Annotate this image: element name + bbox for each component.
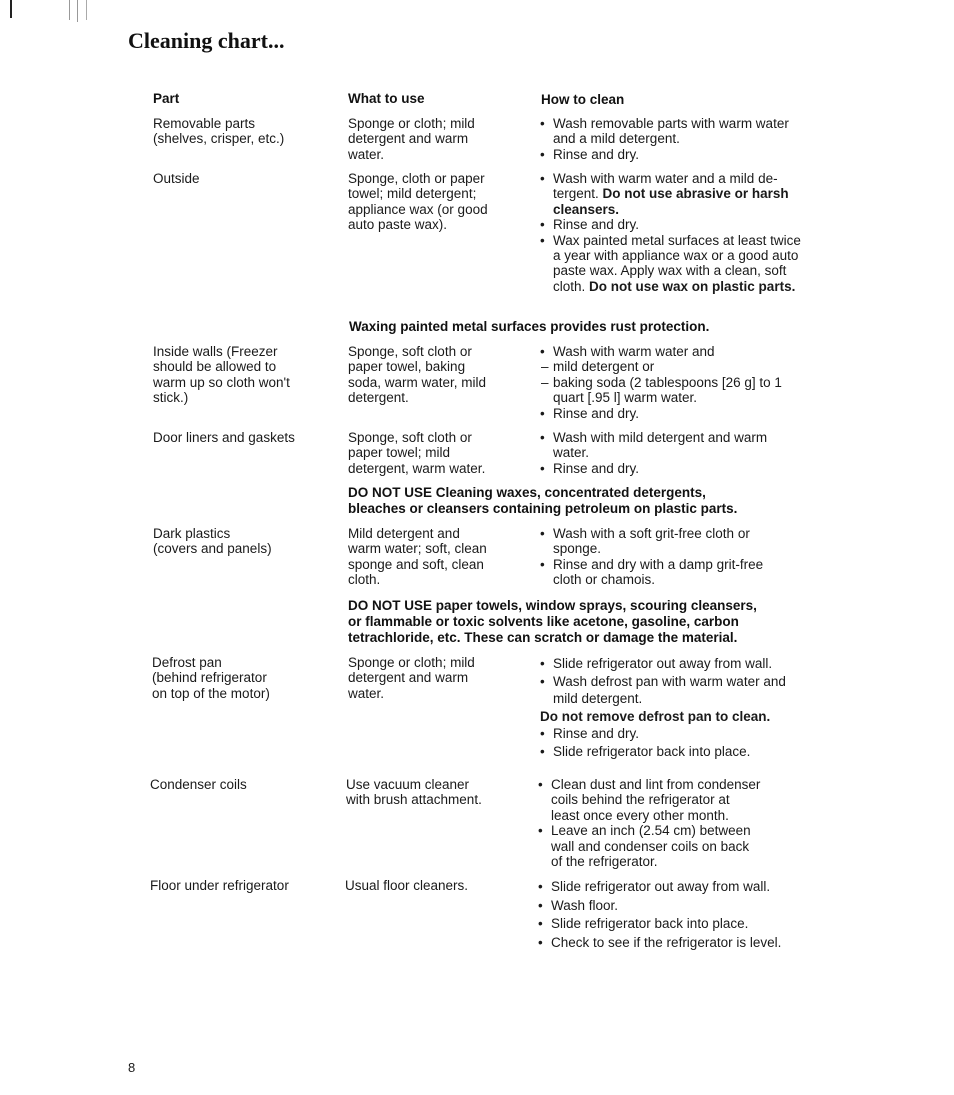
what-cell [348, 344, 486, 406]
how-warning: Do not remove defrost pan to clean. [540, 708, 771, 724]
how-text: Wash with warm water and a mild de- [553, 171, 778, 186]
part-text: on top of the motor) [152, 685, 270, 701]
binding-mark [77, 0, 78, 22]
how-cell [540, 430, 815, 476]
how-text: • Wash removable parts with warm water [553, 116, 789, 131]
how-text: Wax painted metal surfaces at least twice a year with appliance wax or a good auto paste wax. Apply wax with a clean, soft cloth. [553, 232, 801, 294]
what-text: water. [348, 146, 385, 162]
how-cell [538, 777, 813, 869]
binding-mark [10, 0, 12, 18]
warning-text: tetrachloride, etc. These can scratch or damage the material. [348, 630, 738, 645]
part-text: (behind refrigerator [152, 670, 267, 686]
part-text: Condenser coils [150, 777, 247, 792]
how-step: • Wash defrost pan with warm water and mild detergent. [540, 673, 802, 708]
what-text: Sponge, soft cloth or [348, 430, 472, 445]
how-step: • Rinse and dry. [540, 461, 815, 476]
what-text: Sponge, soft cloth or [348, 344, 472, 359]
how-step: • Slide refrigerator back into place. [540, 743, 802, 761]
how-text: • Wash with a soft grit-free cloth or [553, 526, 750, 541]
part-cell [152, 655, 270, 701]
binding-mark [86, 0, 87, 20]
part-text: Dark plastics [153, 526, 231, 541]
header-part: Part [153, 91, 180, 106]
part-text: warm up so cloth won't [153, 374, 290, 390]
how-step [540, 233, 808, 295]
part-cell [153, 171, 200, 186]
what-cell [348, 430, 485, 476]
header-what-to-use: What to use [348, 91, 425, 106]
part-cell [153, 430, 295, 445]
what-cell [346, 777, 482, 808]
note-wax-protection: Waxing painted metal surfaces provides rust protection. [349, 319, 710, 334]
how-step [538, 777, 813, 823]
how-cell [540, 655, 802, 760]
how-text: • Clean dust and lint from condenser [551, 777, 761, 792]
what-text: detergent and warm [348, 131, 469, 147]
part-text: Removable parts [153, 116, 256, 131]
how-step [540, 171, 808, 217]
what-text: paper towel; mild [348, 445, 451, 461]
what-text: detergent and warm [348, 670, 469, 686]
what-text: Sponge, cloth or paper [348, 171, 485, 186]
what-text: Use vacuum cleaner [346, 777, 470, 792]
how-text: coils behind the refrigerator at [551, 792, 730, 808]
what-text: warm water; soft, clean [348, 541, 487, 557]
binding-mark [69, 0, 70, 20]
how-step: • Slide refrigerator out away from wall. [540, 655, 802, 673]
what-cell [348, 171, 488, 233]
how-step: • Rinse and dry. [540, 217, 808, 232]
how-step: • Wash floor. [538, 897, 813, 916]
part-cell [153, 526, 272, 557]
part-text: Outside [153, 171, 200, 186]
how-text: • Wash with mild detergent and warm [553, 430, 768, 445]
part-cell [150, 878, 289, 893]
how-text: tergent. [553, 186, 603, 202]
how-step [538, 823, 813, 869]
how-cell [538, 878, 813, 952]
part-text: stick.) [153, 390, 189, 406]
how-step [540, 116, 815, 147]
how-step [540, 557, 815, 588]
how-text: • Leave an inch (2.54 cm) between [551, 823, 751, 839]
warning-damage-material [348, 598, 757, 646]
warning-text: DO NOT USE Cleaning waxes, concentrated detergents, [348, 485, 706, 500]
header-how-to-clean: How to clean [541, 92, 625, 107]
how-text: and a mild detergent. [553, 131, 680, 147]
what-text: cloth. [348, 572, 381, 588]
what-text: detergent. [348, 390, 409, 406]
how-step: • Rinse and dry. [540, 147, 815, 162]
part-cell [150, 777, 247, 792]
warning-text: or flammable or toxic solvents like acetone, gasoline, carbon [348, 614, 739, 629]
how-cell [540, 344, 810, 421]
what-text: detergent, warm water. [348, 460, 486, 476]
part-text: Defrost pan [152, 655, 222, 670]
what-text: auto paste wax). [348, 217, 448, 233]
page-number: 8 [128, 1060, 136, 1075]
part-cell [153, 116, 284, 147]
page-title: Cleaning chart... [128, 28, 285, 53]
what-text: appliance wax (or good [348, 201, 488, 217]
part-text: Door liners and gaskets [153, 430, 295, 445]
how-text: least once every other month. [551, 807, 729, 823]
how-cell [540, 526, 815, 588]
how-step: • Rinse and dry. [540, 406, 810, 421]
part-text: should be allowed to [153, 359, 277, 375]
part-cell [153, 344, 290, 406]
how-step: • Slide refrigerator back into place. [538, 915, 813, 934]
what-text: sponge and soft, clean [348, 556, 484, 572]
what-text: Usual floor cleaners. [345, 878, 469, 893]
part-text: (covers and panels) [153, 541, 272, 557]
what-text: towel; mild detergent; [348, 186, 477, 202]
how-text: water. [553, 445, 590, 461]
warning-plastic-parts [348, 485, 737, 517]
how-text: sponge. [553, 541, 602, 557]
part-text: (shelves, crisper, etc.) [153, 131, 285, 147]
how-text: • Rinse and dry with a damp grit-free [553, 556, 764, 572]
warning-text: DO NOT USE paper towels, window sprays, scouring cleansers, [348, 598, 757, 613]
how-step [540, 526, 815, 557]
how-text: of the refrigerator. [551, 854, 658, 870]
warning-text: bleaches or cleansers containing petroleum on plastic parts. [348, 501, 738, 516]
how-warning: Do not use abrasive or harsh cleansers. [553, 186, 789, 217]
what-text: Sponge or cloth; mild [348, 655, 475, 670]
part-text: Inside walls (Freezer [153, 344, 278, 359]
part-text: Floor under refrigerator [150, 878, 289, 893]
how-step: • Wash with warm water and [540, 344, 810, 359]
how-cell [540, 116, 815, 162]
how-step: • Slide refrigerator out away from wall. [538, 878, 813, 897]
what-cell [345, 878, 468, 893]
how-text: cloth or chamois. [553, 572, 656, 588]
what-cell [348, 655, 475, 701]
what-text: with brush attachment. [346, 792, 482, 808]
what-cell [348, 526, 487, 588]
how-step [540, 430, 815, 461]
what-text: water. [348, 685, 385, 701]
how-step: • Check to see if the refrigerator is level. [538, 934, 813, 953]
how-step: • Rinse and dry. [540, 725, 802, 743]
how-cell [540, 171, 808, 294]
what-text: Sponge or cloth; mild [348, 116, 475, 131]
how-option: – baking soda (2 tablespoons [26 g] to 1 quart [.95 l] warm water. [540, 375, 810, 406]
what-text: paper towel, baking [348, 359, 466, 375]
what-cell [348, 116, 475, 162]
how-text: wall and condenser coils on back [551, 838, 750, 854]
how-warning: Do not use wax on plastic parts. [589, 278, 796, 294]
how-option: – mild detergent or [540, 359, 810, 374]
what-text: Mild detergent and [348, 526, 460, 541]
what-text: soda, warm water, mild [348, 374, 487, 390]
